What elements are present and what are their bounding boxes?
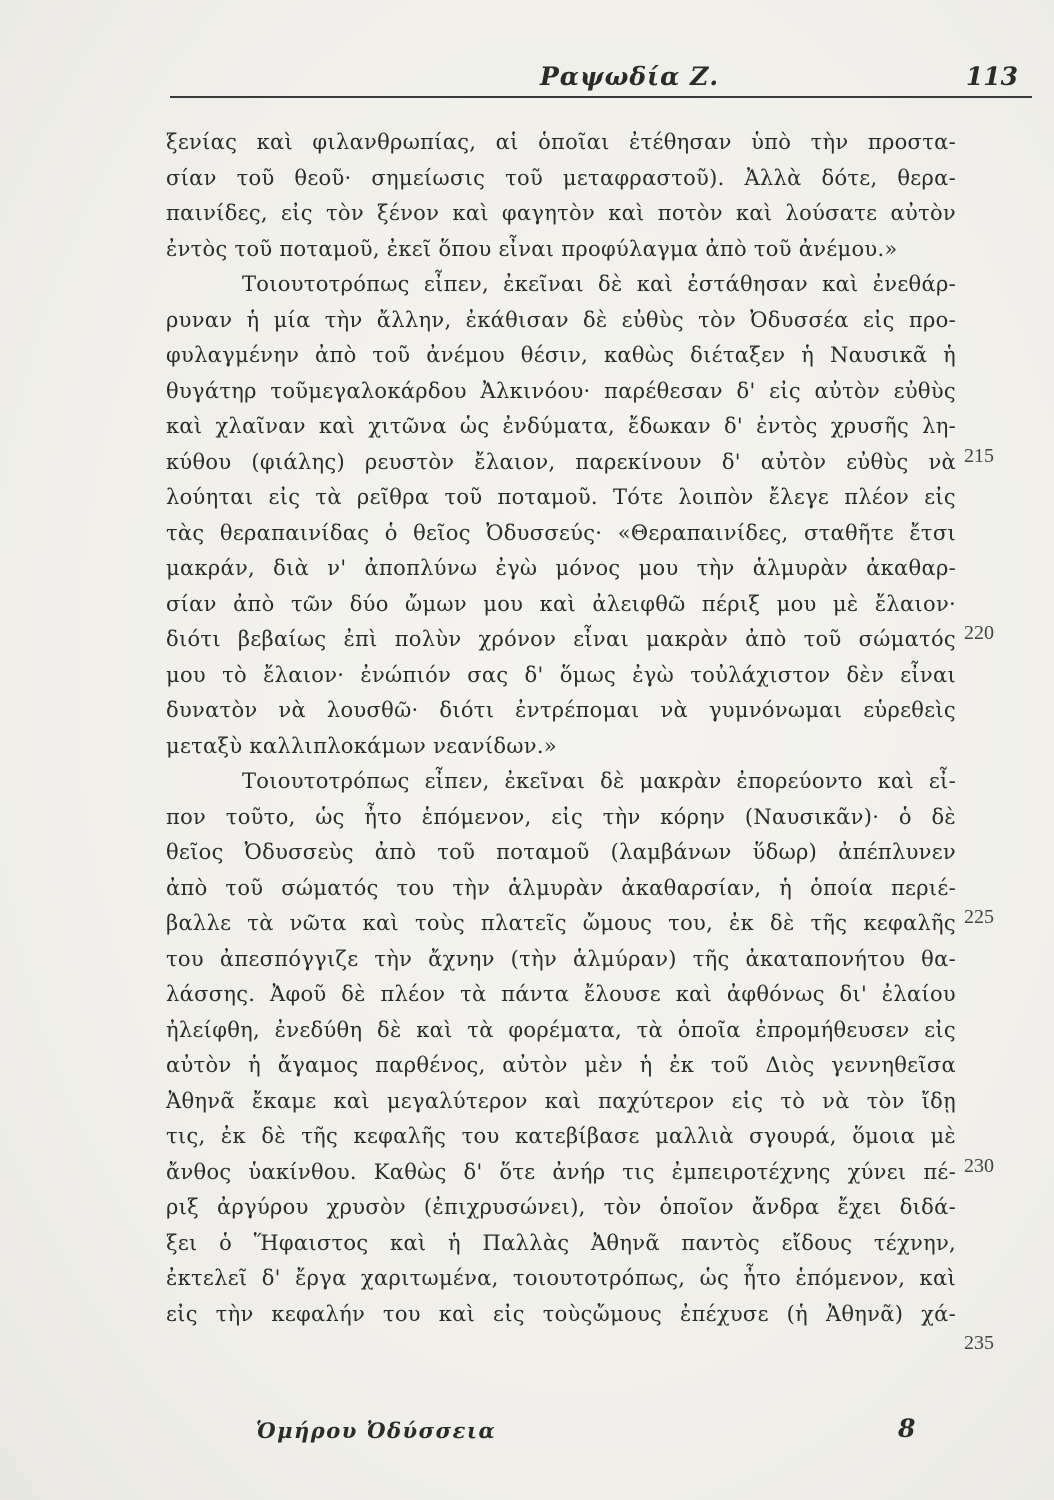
verse-line-number: 235 <box>964 1332 994 1354</box>
text-line: παινίδες, εἰς τὸν ξένον καὶ φαγητὸν καὶ ποτὸν καὶ λούσατε αὐτὸν <box>166 201 956 225</box>
text-line: λάσσης. Ἀφοῦ δὲ πλέον τὰ πάντα ἔλουσε καὶ ἀφθόνως δι' ἐλαίου <box>166 982 956 1006</box>
verse-line-number: 230 <box>964 1154 994 1177</box>
text-line: ἠλείφθη, ἐνεδύθη δὲ καὶ τὰ φορέματα, τὰ ὁποῖα ἐπρομήθευσεν εἰς <box>166 1017 956 1042</box>
text-line: ξει ὁ Ἥφαιστος καὶ ἡ Παλλὰς Ἀθηνᾶ παντὸς εἴδους τέχνην, <box>166 1230 956 1255</box>
text-line: θεῖος Ὀδυσσεὺς ἀπὸ τοῦ ποταμοῦ (λαμβάνων ὕδωρ) ἀπέπλυνεν <box>166 840 956 864</box>
text-line: δυνατὸν νὰ λουσθῶ· διότι ἐντρέπομαι νὰ γυμνόνωμαι εὑρεθεὶς <box>166 698 956 722</box>
text-line: λούηται εἰς τὰ ρεῖθρα τοῦ ποταμοῦ. Τότε λοιπὸν ἔλεγε πλέον εἰς <box>166 485 956 509</box>
page-number: 113 <box>965 62 1018 91</box>
running-title: Ραψωδία Ζ. <box>540 62 720 91</box>
verse-line-number: 225 <box>964 906 994 928</box>
text-line: πον τοῦτο, ὡς ἦτο ἑπόμενον, εἰς τὴν κόρην (Ναυσικᾶν)· ὁ δὲ <box>166 804 956 829</box>
text-line: τις, ἐκ δὲ τῆς κεφαλῆς του κατεβίβασε μαλλιὰ σγουρά, ὅμοια μὲ <box>166 1124 956 1148</box>
text-line: Τοιουτοτρόπως εἶπεν, ἐκεῖναι δὲ μακρὰν ἐπορεύοντο καὶ εἶ- <box>242 769 956 793</box>
text-line: αὐτὸν ἡ ἄγαμος παρθένος, αὐτὸν μὲν ἡ ἐκ τοῦ Διὸς γεννηθεῖσα <box>166 1053 956 1077</box>
text-line: μου τὸ ἔλαιον· ἐνώπιόν σας δ' ὅμως ἐγὼ τοὐλάχιστον δὲν εἶναι <box>166 662 956 687</box>
text-line: μεταξὺ καλλιπλοκάμων νεανίδων.» <box>166 733 557 758</box>
text-line: Τοιουτοτρόπως εἶπεν, ἐκεῖναι δὲ καὶ ἐστάθησαν καὶ ἐνεθάρ- <box>242 272 956 296</box>
footer-book-title: Ὁμήρου Ὀδύσσεια <box>256 1418 497 1443</box>
text-line: μακράν, διὰ ν' ἀποπλύνω ἐγὼ μόνος μου τὴν ἁλμυρὰν ἀκαθαρ- <box>166 556 956 580</box>
verse-line-number: 220 <box>964 622 994 644</box>
text-line: ἐντὸς τοῦ ποταμοῦ, ἐκεῖ ὅπου εἶναι προφύλαγμα ἀπὸ τοῦ ἀνέμου.» <box>166 236 898 261</box>
text-line: σίαν ἀπὸ τῶν δύο ὤμων μου καὶ ἀλειφθῶ πέριξ μου μὲ ἔλαιον· <box>166 591 956 616</box>
text-line: ξενίας καὶ φιλανθρωπίας, αἱ ὁποῖαι ἐτέθησαν ὑπὸ τὴν προστα- <box>166 130 956 154</box>
text-line: διότι βεβαίως ἐπὶ πολὺν χρόνον εἶναι μακρὰν ἀπὸ τοῦ σώματός <box>166 627 956 651</box>
text-line: ρυναν ἡ μία τὴν ἄλλην, ἐκάθισαν δὲ εὐθὺς τὸν Ὀδυσσέα εἰς προ- <box>166 307 956 332</box>
text-line: Ἀθηνᾶ ἔκαμε καὶ μεγαλύτερον καὶ παχύτερον εἰς τὸ νὰ τὸν ἴδῃ <box>166 1088 956 1113</box>
text-line: σίαν τοῦ θεοῦ· σημείωσις τοῦ μεταφραστοῦ). Ἀλλὰ δότε, θερα- <box>166 165 956 190</box>
header-rule <box>170 96 1032 98</box>
text-line: ριξ ἀργύρου χρυσὸν (ἐπιχρυσώνει), τὸν ὁποῖον ἄνδρα ἔχει διδά- <box>166 1195 956 1219</box>
body-text <box>166 125 956 1332</box>
text-line: κύθου (φιάλης) ρευστὸν ἔλαιον, παρεκίνουν δ' αὐτὸν εὐθὺς νὰ <box>166 449 956 474</box>
text-line: του ἀπεσπόγγιζε τὴν ἄχνην (τὴν ἁλμύραν) τῆς ἀκαταπονήτου θα- <box>166 946 956 971</box>
text-line: φυλαγμένην ἀπὸ τοῦ ἀνέμου θέσιν, καθὼς διέταξεν ἡ Ναυσικᾶ ἡ <box>166 343 956 367</box>
text-line: τὰς θεραπαινίδας ὁ θεῖος Ὀδυσσεύς· «Θεραπαινίδες, σταθῆτε ἔτσι <box>166 520 956 545</box>
verse-line-number: 215 <box>964 444 994 467</box>
text-line: ἐκτελεῖ δ' ἔργα χαριτωμένα, τοιουτοτρόπως, ὡς ἦτο ἑπόμενον, καὶ <box>166 1266 956 1290</box>
text-line: βαλλε τὰ νῶτα καὶ τοὺς πλατεῖς ὤμους του, ἐκ δὲ τῆς κεφαλῆς <box>166 911 956 935</box>
text-line: καὶ χλαῖναν καὶ χιτῶνα ὡς ἐνδύματα, ἔδωκαν δ' ἐντὸς χρυσῆς λη- <box>166 414 956 438</box>
text-line: θυγάτηρ τοῦμεγαλοκάρδου Ἀλκινόου· παρέθεσαν δ' εἰς αὐτὸν εὐθὺς <box>166 378 956 403</box>
text-line: ἀπὸ τοῦ σώματός του τὴν ἁλμυρὰν ἀκαθαρσίαν, ἡ ὁποία περιέ- <box>166 875 956 900</box>
text-line: εἰς τὴν κεφαλήν του καὶ εἰς τοὺςὤμους ἐπέχυσε (ἡ Ἀθηνᾶ) χά- <box>166 1301 956 1326</box>
text-line: ἄνθος ὑακίνθου. Καθὼς δ' ὅτε ἀνήρ τις ἐμπειροτέχνης χύνει πέ- <box>166 1159 956 1184</box>
signature-mark: 8 <box>898 1414 916 1443</box>
